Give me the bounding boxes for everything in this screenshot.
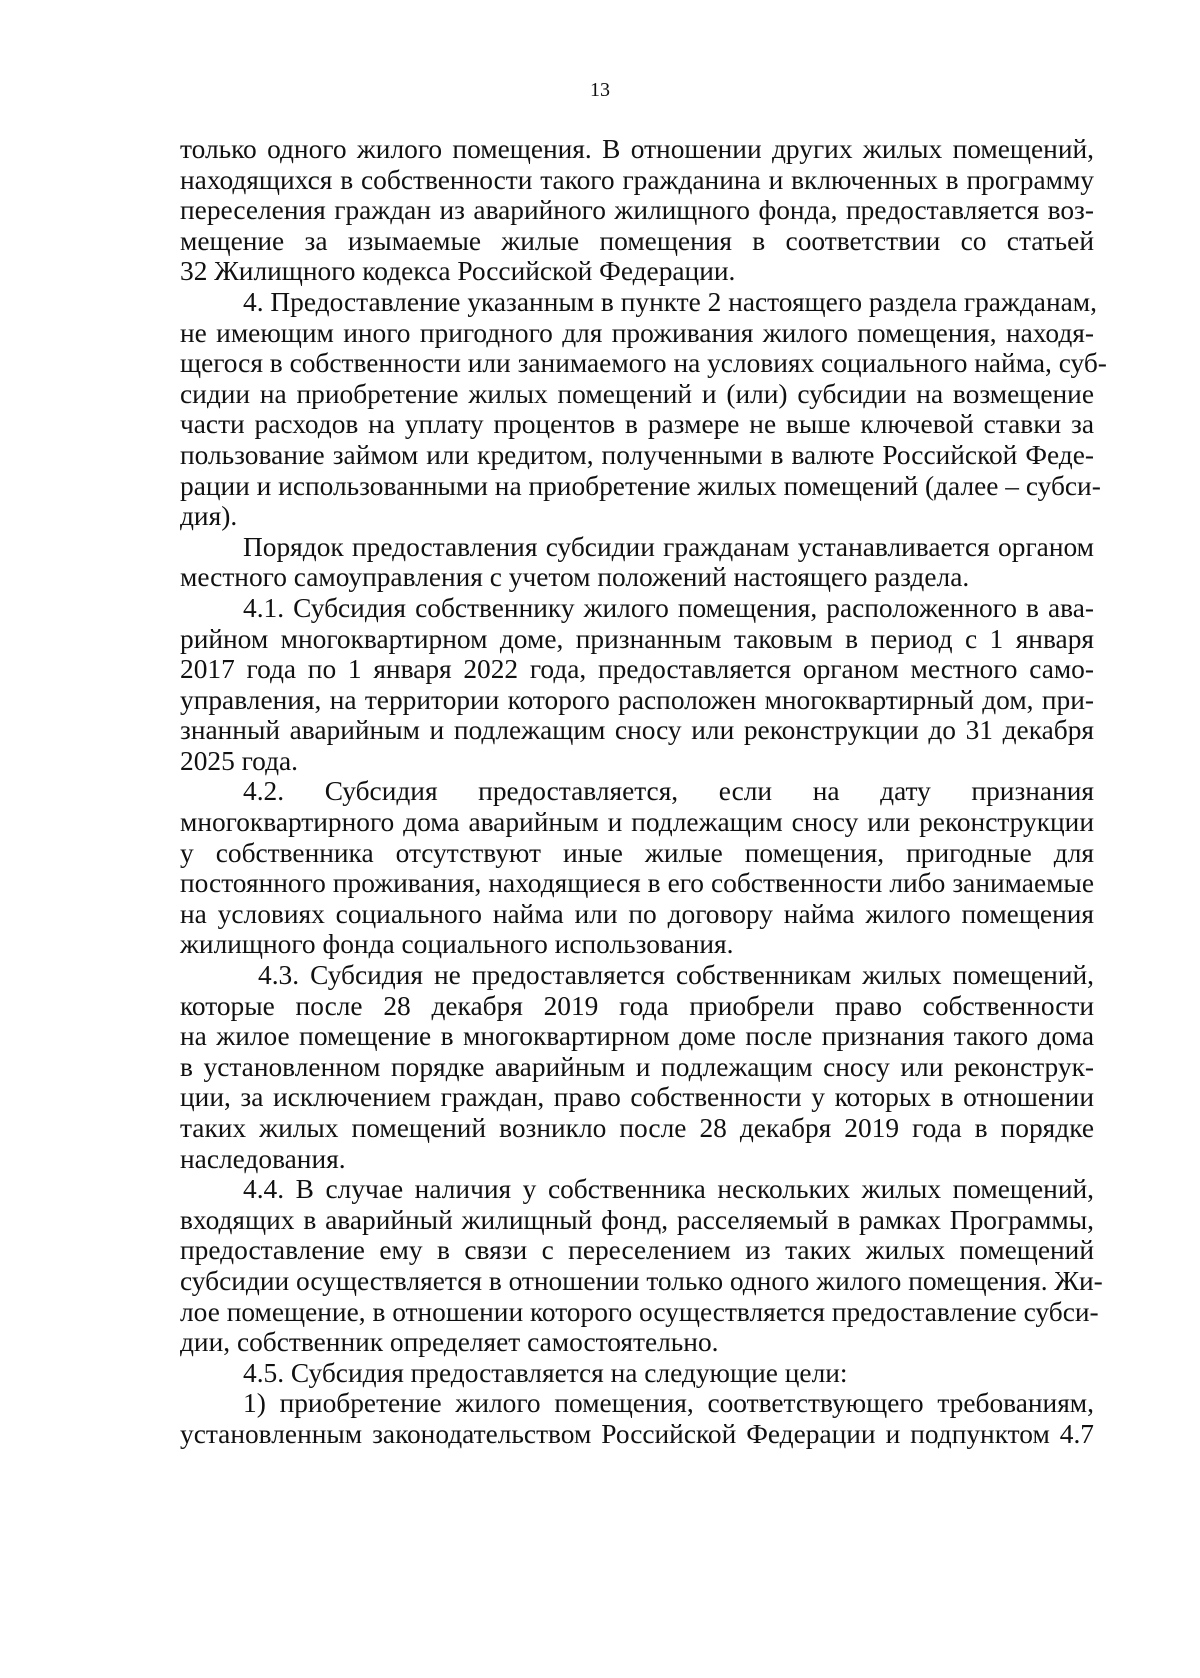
text-line: на условиях социального найма или по договору найма жилого помещения	[180, 898, 1094, 929]
text-line: в установленном порядке аварийным и подлежащим сносу или реконструк-	[180, 1051, 1094, 1082]
paragraph	[180, 286, 1107, 532]
text-line: не имеющим иного пригодного для проживания жилого помещения, находя-	[180, 317, 1094, 348]
text-line: ции, за исключением граждан, право собственности у которых в отношении	[180, 1082, 1094, 1113]
text-line: части расходов на уплату процентов в размере не выше ключевой ставки за	[180, 409, 1094, 440]
text-line: 4.3. Субсидия не предоставляется собственникам жилых помещений,	[258, 960, 1094, 991]
paragraph	[180, 776, 1094, 960]
paragraph	[180, 1174, 1103, 1358]
paragraph	[180, 1388, 1094, 1449]
text-line: у собственника отсутствуют иные жилые помещения, пригодные для	[180, 837, 1094, 868]
paragraph	[180, 532, 1094, 593]
text-line: 2017 года по 1 января 2022 года, предоставляется органом местного само-	[180, 654, 1094, 685]
paragraph	[180, 1358, 1094, 1389]
text-line: управления, на территории которого расположен многоквартирный дом, при-	[180, 684, 1094, 715]
text-line: постоянного проживания, находящиеся в его собственности либо занимаемые	[180, 868, 1094, 899]
text-line: 2025 года.	[180, 745, 299, 776]
text-line: жилищного фонда социального использования.	[180, 929, 734, 960]
text-line: 4.4. В случае наличия у собственника нескольких жилых помещений,	[243, 1174, 1094, 1205]
text-line: рации и использованными на приобретение жилых помещений (далее – субси-	[180, 470, 1101, 501]
text-line: находящихся в собственности такого гражданина и включенных в программу	[180, 164, 1094, 195]
text-line: знанный аварийным и подлежащим сносу или реконструкции до 31 декабря	[180, 715, 1094, 746]
text-line: лое помещение, в отношении которого осуществляется предоставление субси-	[180, 1296, 1099, 1327]
text-line: многоквартирного дома аварийным и подлежащим сносу или реконструкции	[180, 807, 1094, 838]
text-line: субсидии осуществляется в отношении только одного жилого помещения. Жи-	[180, 1265, 1103, 1296]
text-line: 4.5. Субсидия предоставляется на следующие цели:	[243, 1357, 848, 1388]
text-line: пользование займом или кредитом, полученными в валюте Российской Феде-	[180, 439, 1094, 470]
text-line: 1) приобретение жилого помещения, соответствующего требованиям,	[243, 1388, 1094, 1419]
text-line: рийном многоквартирном доме, признанным таковым в период с 1 января	[180, 623, 1094, 654]
text-line: Порядок предоставления субсидии гражданам устанавливается органом	[243, 531, 1094, 562]
text-line: щегося в собственности или занимаемого на условиях социального найма, суб-	[180, 348, 1107, 379]
text-line: наследования.	[180, 1143, 346, 1174]
text-line: предоставление ему в связи с переселением из таких жилых помещений	[180, 1235, 1094, 1266]
text-line: местного самоуправления с учетом положений настоящего раздела.	[180, 562, 970, 593]
text-line: дии, собственник определяет самостоятельно.	[180, 1327, 719, 1358]
text-line: 4. Предоставление указанным в пункте 2 настоящего раздела гражданам,	[243, 286, 1097, 317]
paragraph	[180, 134, 1094, 287]
text-line: входящих в аварийный жилищный фонд, расселяемый в рамках Программы,	[180, 1204, 1094, 1235]
document-body	[180, 134, 1107, 1450]
text-line: дия).	[180, 501, 238, 532]
text-line: установленным законодательством Российской Федерации и подпунктом 4.7	[180, 1418, 1094, 1449]
paragraph	[180, 960, 1094, 1174]
text-line: которые после 28 декабря 2019 года приобрели право собственности	[180, 990, 1094, 1021]
text-line: мещение за изымаемые жилые помещения в соответствии со статьей	[180, 225, 1094, 256]
page-number: 13	[590, 79, 610, 101]
text-line: 32 Жилищного кодекса Российской Федерации.	[180, 256, 736, 287]
text-line: только одного жилого помещения. В отношении других жилых помещений,	[180, 134, 1094, 164]
text-line: на жилое помещение в многоквартирном доме после признания такого дома	[180, 1021, 1094, 1052]
text-line: таких жилых помещений возникло после 28 декабря 2019 года в порядке	[180, 1113, 1094, 1143]
paragraph	[180, 593, 1094, 777]
text-line: 4.1. Субсидия собственнику жилого помещения, расположенного в ава-	[243, 592, 1094, 623]
text-line: 4.2. Субсидия предоставляется, если на дату признания	[243, 776, 1094, 807]
text-line: переселения граждан из аварийного жилищного фонда, предоставляется воз-	[180, 195, 1094, 226]
text-line: сидии на приобретение жилых помещений и (или) субсидии на возмещение	[180, 378, 1094, 409]
